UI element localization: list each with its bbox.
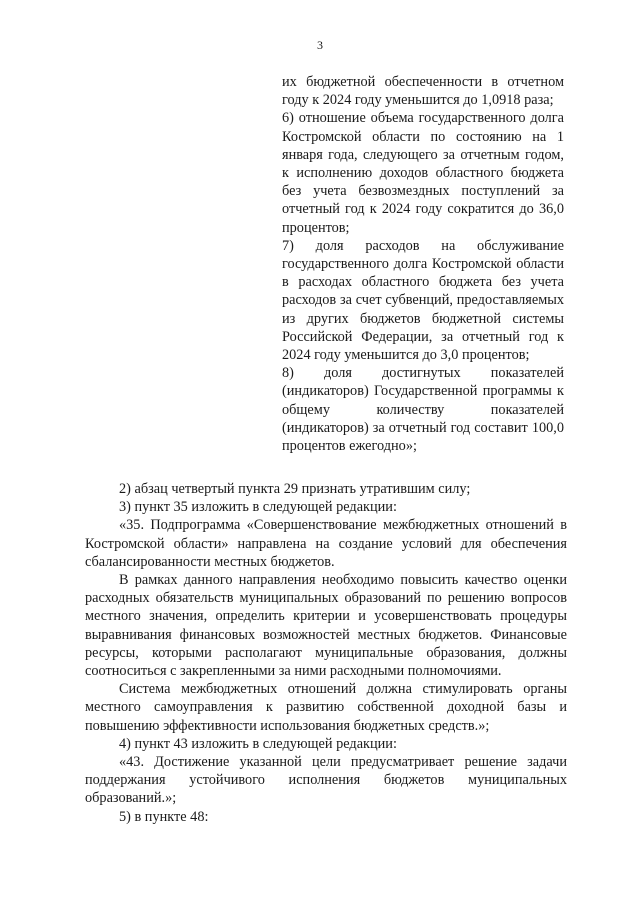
list-item-continuation: их бюджетной обеспеченности в отчетном году к 2024 году уменьшится до 1,0918 раза; xyxy=(282,74,564,109)
amendment-item-2: 2) абзац четвертый пункта 29 признать утратившим силу; xyxy=(119,481,471,497)
list-item-7: 7) доля расходов на обслуживание государственного долга Костромской области в расходах областного бюджета без учета расходов за счет субвенций, предоставляемых из других бюджетов бюджетной системы Российской Федерации, за отчетный год к 2024 году уменьшится до 3,0 процентов; xyxy=(282,237,564,364)
paragraph-35: «35. Подпрограмма «Совершенствование межбюджетных отношений в Костромской области» направлена на создание условий для обеспечения сбалансированности местных бюджетов. xyxy=(85,517,567,570)
amendment-item-4: 4) пункт 43 изложить в следующей редакции: xyxy=(119,735,397,752)
list-item-8: 8) доля достигнутых показателей (индикаторов) Государственной программы к общему количеству показателей (индикаторов) за отчетный год составит 100,0 процентов ежегодно»; xyxy=(282,365,564,455)
paragraph-35-text-2: Система межбюджетных отношений должна стимулировать органы местного самоуправления к развитию собственной доходной базы и повышению эффективности использования бюджетных средств.»; xyxy=(85,681,567,734)
continued-list xyxy=(282,73,564,455)
amendment-item-5: 5) в пункте 48: xyxy=(119,808,209,825)
paragraph-43: «43. Достижение указанной цели предусматривает решение задачи поддержания устойчивого исполнения бюджетов муниципальных образований.»; xyxy=(85,754,567,807)
page-number: 3 xyxy=(317,38,323,52)
paragraph-35-text-1: В рамках данного направления необходимо повысить качество оценки расходных обязательств муниципальных образований по решению вопросов местного значения, определить критерии и усовершенствовать процедуры выравнивания финансовых возможностей местных бюджетов. Финансовые ресурсы, которыми располагают муниципальные образования, должны соотноситься с закрепленными за ними расходными полномочиями. xyxy=(85,572,567,680)
list-item-6: 6) отношение объема государственного долга Костромской области по состоянию на 1 января года, следующего за отчетным годом, к исполнению доходов областного бюджета без учета безвозмездных поступлений за отчетный год к 2024 году сократится до 36,0 процентов; xyxy=(282,110,564,236)
amendment-item-3: 3) пункт 35 изложить в следующей редакции: xyxy=(119,499,397,516)
amendments-body xyxy=(85,480,567,826)
